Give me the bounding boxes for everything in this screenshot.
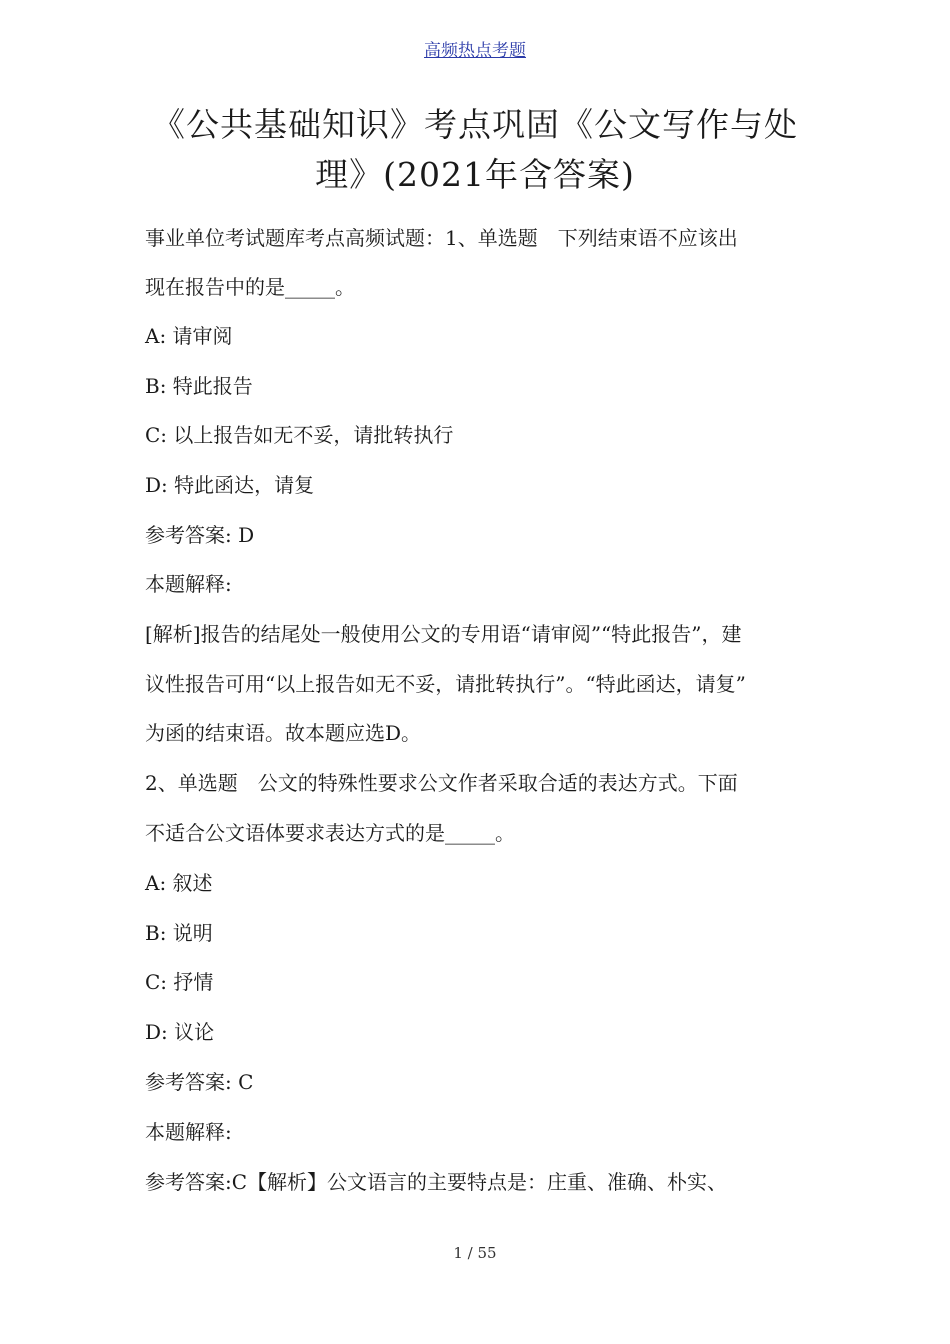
explanation-label: 本题解释:	[145, 572, 232, 596]
reference-answer: 参考答案: C	[145, 1070, 254, 1094]
header-link[interactable]: 高频热点考题	[424, 41, 526, 61]
option-a: A: 叙述	[145, 871, 213, 895]
explanation-text: 为函的结束语。故本题应选D。	[145, 721, 422, 745]
question-stem: 事业单位考试题库考点高频试题：1、单选题 下列结束语不应该出	[145, 226, 738, 250]
title-line-2: 理》(2021年含答案)	[315, 155, 635, 194]
question-stem: 2、单选题 公文的特殊性要求公文作者采取合适的表达方式。下面	[145, 771, 738, 795]
option-c: C: 以上报告如无不妥，请批转执行	[145, 423, 454, 447]
explanation-text: 参考答案:C【解析】公文语言的主要特点是：庄重、准确、朴实、	[145, 1170, 728, 1194]
explanation-label: 本题解释:	[145, 1120, 232, 1144]
page-indicator: 1 / 55	[453, 1244, 497, 1262]
option-b: B: 说明	[145, 921, 213, 945]
question-stem: 现在报告中的是_____。	[145, 275, 355, 299]
title-line-1: 《公共基础知识》考点巩固《公文写作与处	[152, 105, 798, 144]
option-d: D: 议论	[145, 1020, 215, 1044]
option-c: C: 抒情	[145, 970, 214, 994]
document-title	[120, 100, 830, 200]
explanation-text: 议性报告可用“以上报告如无不妥，请批转执行”。“特此函达，请复”	[145, 672, 746, 696]
option-b: B: 特此报告	[145, 374, 253, 398]
option-a: A: 请审阅	[145, 324, 233, 348]
explanation-text: [解析]报告的结尾处一般使用公文的专用语“请审阅”“特此报告”，建	[145, 622, 742, 646]
question-stem: 不适合公文语体要求表达方式的是_____。	[145, 821, 515, 845]
reference-answer: 参考答案: D	[145, 523, 255, 547]
option-d: D: 特此函达，请复	[145, 473, 315, 497]
